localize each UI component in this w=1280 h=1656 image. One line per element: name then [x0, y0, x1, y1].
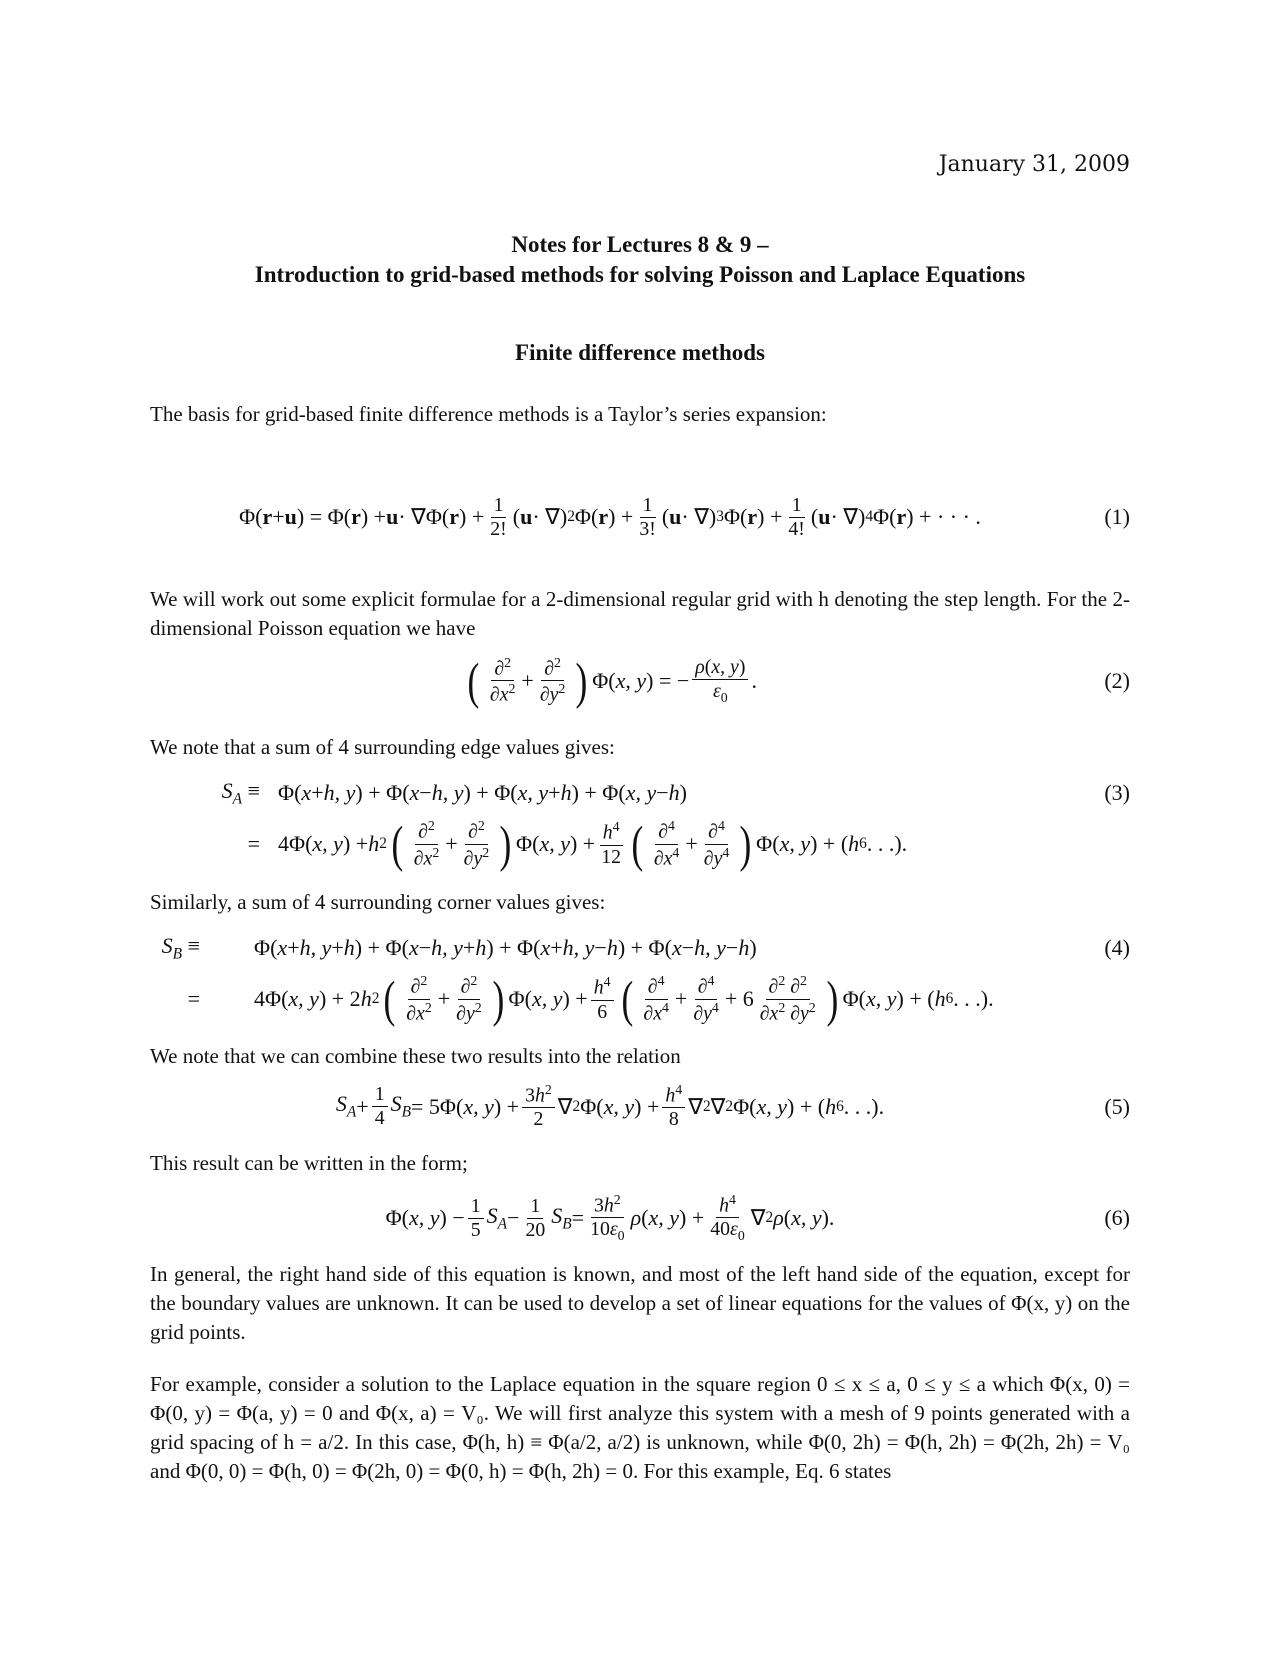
paragraph-5: We note that we can combine these two results into the relation: [150, 1044, 681, 1068]
paragraph-3: We note that a sum of 4 surrounding edge values gives:: [150, 735, 615, 759]
paragraph-7: In general, the right hand side of this equation is known, and most of the left hand side of the equation, except for the boundary values are unknown. It can be used to develop a set of linear equations for the values of Φ(x, y) on the grid points.: [150, 1262, 1130, 1344]
equation-5: [150, 1082, 1130, 1131]
equation-3: [150, 770, 1130, 872]
equation-4-line-1: $S_B$ ≡ Φ( x + h, y + h ) + Φ( x − h, y + h ) + Φ( x + h, y − h ) + Φ( x − h, y − h ) (4): [161, 932, 1130, 963]
title-block: [0, 230, 1280, 290]
equation-1: [150, 494, 1130, 541]
equation-number-2: (2): [1104, 667, 1130, 693]
equation-number-5: (5): [1104, 1093, 1130, 1119]
paragraph-2: We will work out some explicit formulae for a 2-dimensional regular grid with h denoting the step length. For the 2-dimensional Poisson equation we have: [150, 587, 1130, 640]
equation-number-4: (4): [1104, 935, 1130, 960]
equation-number-1: (1): [1104, 504, 1130, 530]
title-line-2: Introduction to grid-based methods for solving Poisson and Laplace Equations: [254, 262, 1026, 287]
section-title: Finite difference methods: [515, 340, 765, 365]
equation-3-line-1: $S_A$ ≡ Φ( x + h, y ) + Φ( x − h, y ) + Φ( x, y + h ) + Φ( x, y − h ) (3): [221, 777, 1130, 808]
paragraph-1: The basis for grid-based finite difference methods is a Taylor’s series expansion:: [150, 402, 827, 426]
equation-1-body: Φ( r + u ) = Φ( r ) + u · ∇Φ( r ) + $\frac{1}{2!}$ ( u · ∇) 2 Φ( r ) + $\frac{1}{3!}$ ( u · ∇) 3 Φ( r ) + $\frac{1}{4!}$ ( u · ∇) 4 Φ( r ) + · · · .: [239, 494, 981, 540]
equation-6-body: Φ( x, y ) − $\frac{1}{5}$ $S_A$ − $\frac{1}{20}$ $S_B$ = $\frac{3h^2}{10\varepsilon_0}$ ρ ( x, y ) + $\frac{h^4}{40\varepsilon_0}$ ∇ 2 ρ ( x, y ).: [385, 1192, 835, 1244]
date: January 31, 2009: [938, 152, 1130, 177]
equation-4: [150, 925, 1130, 1027]
paragraph-8: For example, consider a solution to the Laplace equation in the square region 0 ≤ x ≤ a, 0 ≤ y ≤ a which Φ(x, 0) = Φ(0, y) = Φ(a, y) = 0 and Φ(x, a) = V₀. We will first analyze this system with a mesh of 9 points generated with a grid spacing of h = a/2. In this case, Φ(h, h) ≡ Φ(a/2, a/2) is unknown, while Φ(0, 2h) = Φ(h, 2h) = Φ(2h, 2h) = V₀ and Φ(0, 0) = Φ(h, 0) = Φ(2h, 0) = Φ(0, h) = Φ(h, 2h) = 0. For this example, Eq. 6 states: [150, 1372, 1130, 1483]
paragraph-6: This result can be written in the form;: [150, 1151, 468, 1175]
equation-number-3: (3): [1104, 780, 1130, 805]
equation-4-line-2: = 4Φ( x, y ) + 2 h 2 ( $\frac{\partial^2}{\partial x^2}$ + $\frac{\partial^2}{\partial y^2}$ ) Φ( x, y ) + $\frac{h^4}{6}$ ( $\frac{\partial^4}{\partial x^4}$ + $\frac{\partial^4}{\partial y^4}$ + 6 $\frac{\partial^2 \partial^2}{\partial x^2 \partial y^2}$ ) Φ( x, y ) + ( h 6 . . .).: [187, 970, 994, 1027]
equation-2: [150, 652, 1130, 709]
equation-number-6: (6): [1104, 1205, 1130, 1231]
equation-6: [150, 1192, 1130, 1244]
title-line-1: Notes for Lectures 8 & 9 –: [511, 232, 769, 257]
equation-5-body: $S_A$ + $\frac{1}{4}$ $S_B$ = 5Φ( x, y ) + $\frac{3h^2}{2}$ ∇ 2 Φ( x, y ) + $\frac{h^4}{8}$ ∇ 2 ∇ 2 Φ( x, y ) + ( h 6 . . .).: [335, 1082, 885, 1131]
equation-2-body: ( $\frac{\partial^2}{\partial x^2}$ + $\frac{\partial^2}{\partial y^2}$ ) Φ( x, y ) = − $\frac{\rho(x, y)}{\varepsilon_0}$ .: [467, 652, 757, 709]
equation-3-line-2: = 4Φ( x, y ) + h 2 ( $\frac{\partial^2}{\partial x^2}$ + $\frac{\partial^2}{\partial y^2}$ ) Φ( x, y ) + $\frac{h^4}{12}$ ( $\frac{\partial^4}{\partial x^4}$ + $\frac{\partial^4}{\partial y^4}$ ) Φ( x, y ) + ( h 6 . . .).: [247, 815, 908, 872]
paragraph-4: Similarly, a sum of 4 surrounding corner values gives:: [150, 890, 606, 914]
